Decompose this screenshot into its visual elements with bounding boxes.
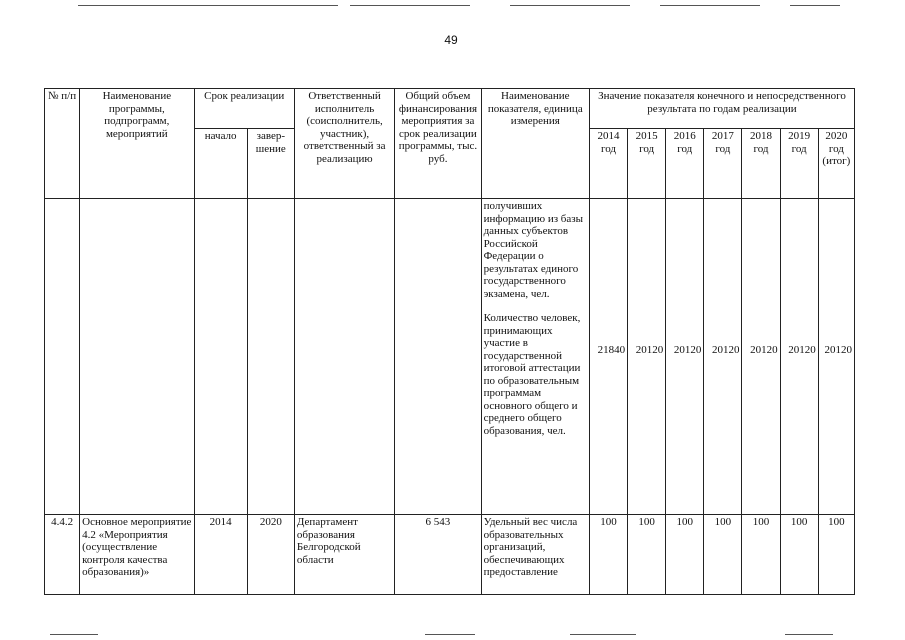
value-cell: 100 [589, 515, 627, 595]
header-year: 2017 год [704, 129, 742, 199]
indicator-text: Удельный вес числа образовательных организаций, обеспечивающих предоставление [481, 515, 589, 595]
value-cell: 100 [742, 515, 780, 595]
activity-name: Основное мероприятие 4.2 «Мероприятия (осуществление контроля качества образования)» [80, 515, 194, 595]
row-number: 4.4.2 [45, 515, 80, 595]
header-year: 2019 год [780, 129, 818, 199]
cell-empty [294, 199, 394, 515]
scan-line [50, 634, 98, 635]
header-indicator: Наименование показателя, единица измерения [481, 89, 589, 199]
table-row-4-4-2 [45, 515, 855, 595]
page-number: 49 [444, 33, 458, 47]
value-cell: 20120 [780, 199, 818, 515]
value-cell: 100 [780, 515, 818, 595]
header-name: Наименование программы, подпрограмм, мероприятий [80, 89, 194, 199]
indicator-text: получивших информацию из базы данных субъектов Российской Федерации о результатах единого государственного экзамена, чел. [483, 200, 584, 300]
cell-empty [247, 199, 294, 515]
scan-line [425, 634, 475, 635]
header-year: 2018 год [742, 129, 780, 199]
header-executor: Ответственный исполнитель (соисполнитель, участник), ответственный за реализацию [294, 89, 394, 199]
header-start: начало [194, 129, 247, 199]
header-year: 2020 год (итог) [818, 129, 854, 199]
header-num: № п/п [45, 89, 80, 199]
value-cell: 100 [704, 515, 742, 595]
scan-line [350, 5, 470, 6]
end-year: 2020 [247, 515, 294, 595]
scan-line [570, 634, 636, 635]
header-year: 2016 год [666, 129, 704, 199]
value-cell: 20120 [742, 199, 780, 515]
cell-empty [395, 199, 481, 515]
value-cell: 20120 [628, 199, 666, 515]
cell-empty [45, 199, 80, 515]
table-row-continuation [45, 199, 855, 515]
header-end: завер-шение [247, 129, 294, 199]
value-cell: 20120 [666, 199, 704, 515]
start-year: 2014 [194, 515, 247, 595]
scan-line [785, 634, 833, 635]
header-funding: Общий объем финансирования мероприятия за срок реализации программы, тыс. руб. [395, 89, 481, 199]
header-row-1 [45, 89, 855, 129]
value-cell: 100 [818, 515, 854, 595]
value-cell: 100 [666, 515, 704, 595]
value-cell: 20120 [704, 199, 742, 515]
scan-line [78, 5, 338, 6]
funding-amount: 6 543 [395, 515, 481, 595]
cell-empty [194, 199, 247, 515]
indicator-text: Количество человек, принимающих участие в государственной итоговой аттестации по образовательным программам основного общего и среднего общего образования, чел. [483, 312, 581, 437]
program-table [44, 88, 855, 595]
value-cell: 20120 [818, 199, 854, 515]
header-period: Срок реализации [194, 89, 294, 129]
header-values-title: Значение показателя конечного и непосредственного результата по годам реализации [589, 89, 854, 129]
executor: Департамент образования Белгородской области [294, 515, 394, 595]
scan-line [790, 5, 840, 6]
indicator-cell [481, 199, 589, 515]
scan-line [510, 5, 630, 6]
cell-empty [80, 199, 194, 515]
header-year: 2014 год [589, 129, 627, 199]
value-cell: 100 [628, 515, 666, 595]
value-cell: 21840 [589, 199, 627, 515]
scan-line [660, 5, 760, 6]
header-year: 2015 год [628, 129, 666, 199]
